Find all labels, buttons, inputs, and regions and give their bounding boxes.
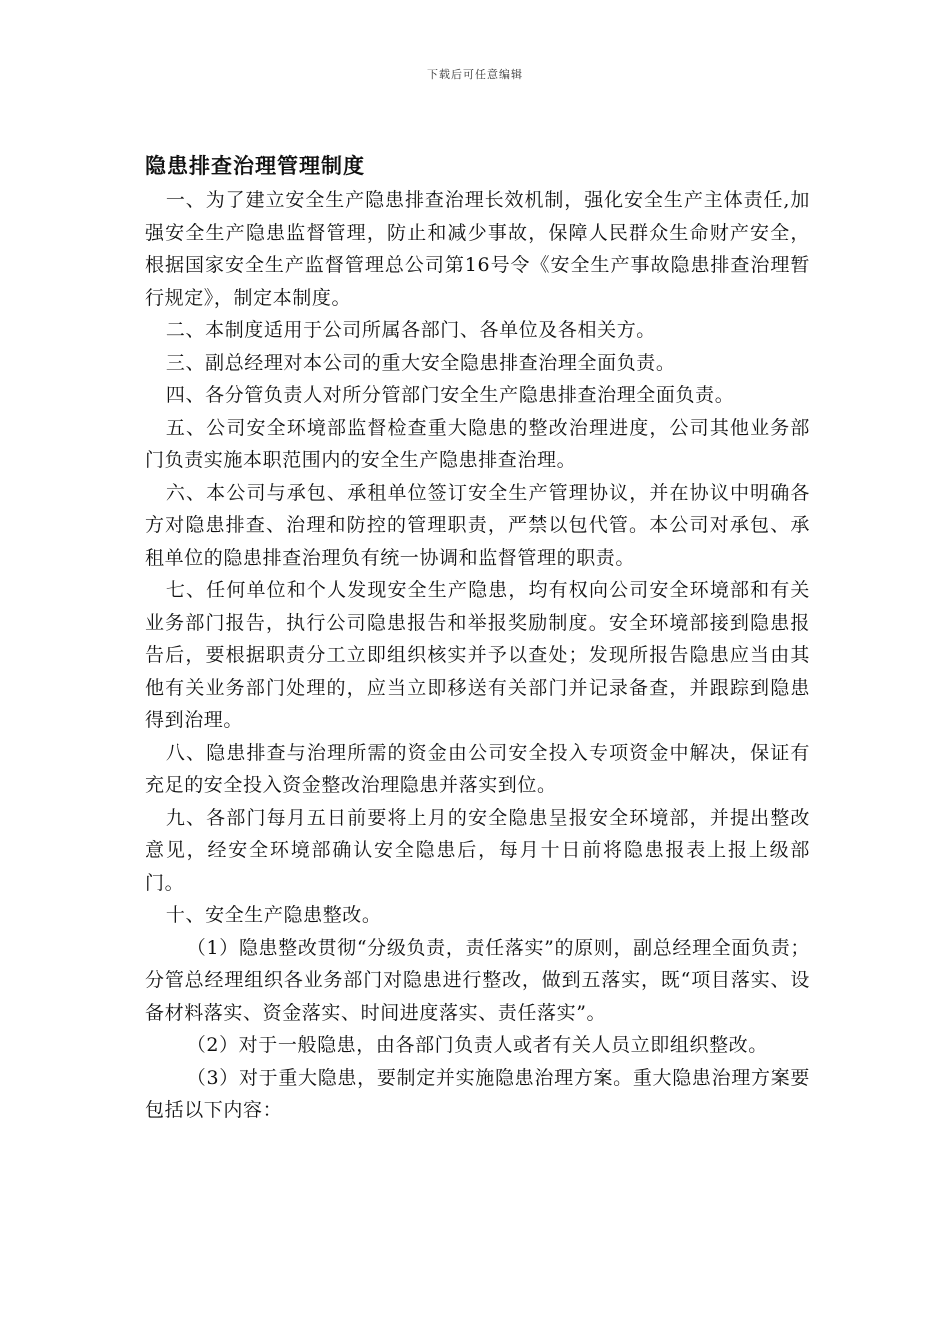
paragraph-5: 五、公司安全环境部监督检查重大隐患的整改治理进度，公司其他业务部门负责实施本职范围内的安全生产隐患排查治理。	[145, 416, 810, 471]
document-body	[145, 148, 810, 1127]
page-header-note: 下载后可任意编辑	[427, 68, 523, 81]
sub-item-3: （3）对于重大隐患，要制定并实施隐患治理方案。重大隐患治理方案要包括以下内容：	[145, 1066, 810, 1121]
paragraph-3: 三、副总经理对本公司的重大安全隐患排查治理全面负责。	[165, 351, 676, 374]
sub-item-1: （1）隐患整改贯彻“分级负责，责任落实”的原则，副总经理全面负责；分管总经理组织各业务部门对隐患进行整改，做到五落实，既“项目落实、设备材料落实、资金落实、时间进度落实、责任落实”。	[145, 936, 810, 1024]
sub-item-2: （2）对于一般隐患，由各部门负责人或者有关人员立即组织整改。	[186, 1034, 768, 1056]
paragraph-9: 九、各部门每月五日前要将上月的安全隐患呈报安全环境部，并提出整改意见，经安全环境部确认安全隐患后，每月十日前将隐患报表上报上级部门。	[145, 806, 810, 894]
paragraph-2: 二、本制度适用于公司所属各部门、各单位及各相关方。	[165, 319, 656, 341]
paragraph-4: 四、各分管负责人对所分管部门安全生产隐患排查治理全面负责。	[165, 384, 735, 406]
paragraph-7: 七、任何单位和个人发现安全生产隐患，均有权向公司安全环境部和有关业务部门报告，执行公司隐患报告和举报奖励制度。安全环境部接到隐患报告后，要根据职责分工立即组织核实并予以查处；发现所报告隐患应当由其他有关业务部门处理的，应当立即移送有关部门并记录备查，并跟踪到隐患得到治理。	[145, 579, 810, 731]
paragraph-10: 十、安全生产隐患整改。	[165, 904, 382, 926]
paragraph-8: 八、隐患排查与治理所需的资金由公司安全投入专项资金中解决，保证有充足的安全投入资金整改治理隐患并落实到位。	[145, 741, 810, 796]
paragraph-1: 一、为了建立安全生产隐患排查治理长效机制，强化安全生产主体责任,加强安全生产隐患监督管理，防止和减少事故，保障人民群众生命财产安全，根据国家安全生产监督管理总公司第16号令《安全生产事故隐患排查治理暂行规定》，制定本制度。	[145, 189, 810, 309]
document-title: 隐患排查治理管理制度	[145, 154, 365, 178]
paragraph-6: 六、本公司与承包、承租单位签订安全生产管理协议，并在协议中明确各方对隐患排查、治理和防控的管理职责，严禁以包代管。本公司对承包、承租单位的隐患排查治理负有统一协调和监督管理的职责。	[145, 481, 810, 569]
